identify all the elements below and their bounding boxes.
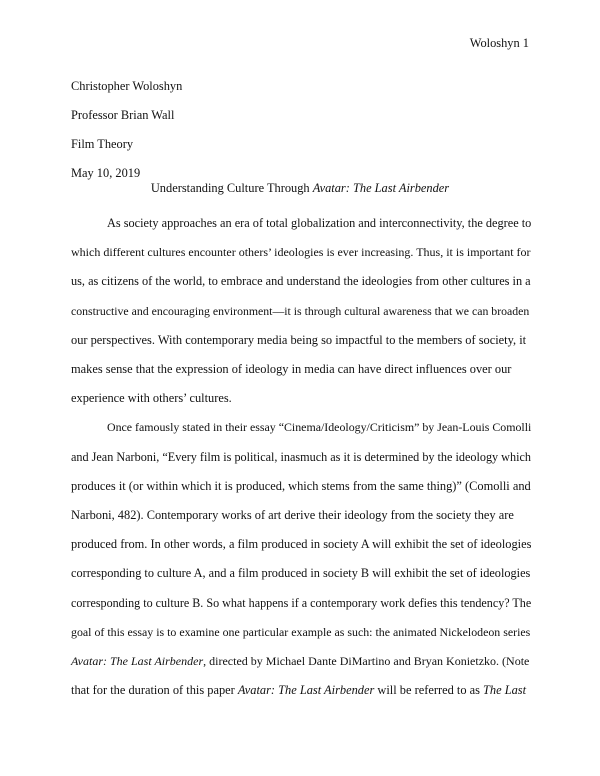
text-line: our perspectives. With contemporary media being so impactful to the members of society, it — [71, 332, 527, 347]
text-line: As society approaches an era of total globalization and interconnectivity, the degree to — [107, 216, 532, 230]
date: May 10, 2019 — [71, 166, 141, 180]
text-fragment: that for the duration of this paper — [71, 683, 238, 698]
paragraph-2 — [71, 413, 531, 705]
text-line: corresponding to culture B. So what happens if a contemporary work defies this tendency? The — [71, 595, 532, 610]
title-italic: Avatar: The Last Airbender — [312, 181, 450, 195]
text-line: and Jean Narboni, “Every film is political, inasmuch as it is determined by the ideology which — [71, 449, 531, 464]
mla-heading — [71, 72, 182, 188]
italic-title-ref: Avatar: The Last Airbender — [237, 683, 375, 698]
essay-title — [71, 181, 529, 196]
text-line: constructive and encouraging environment—it is through cultural awareness that we can broaden — [71, 303, 530, 318]
text-line: experience with others’ cultures. — [71, 391, 232, 406]
text-fragment: will be referred to as — [374, 683, 484, 698]
paragraph-1 — [71, 209, 531, 413]
text-line: Once famously stated in their essay “Cinema/Ideology/Criticism” by Jean-Louis Comolli — [107, 420, 532, 435]
text-line: which different cultures encounter others’ ideologies is ever increasing. Thus, it is important for — [71, 245, 531, 260]
text-line: Narboni, 482). Contemporary works of art derive their ideology from the society they are — [71, 508, 514, 523]
author-name: Christopher Woloshyn — [71, 79, 183, 93]
instructor-name: Professor Brian Wall — [71, 108, 175, 122]
text-line — [71, 676, 531, 705]
title-text: Understanding Culture Through — [150, 181, 313, 195]
text-line — [71, 647, 531, 676]
italic-title-ref: The Last — [483, 683, 527, 698]
text-line: produced from. In other words, a film produced in society A will exhibit the set of ideologies — [71, 537, 532, 552]
course-name: Film Theory — [71, 137, 134, 151]
essay-body — [71, 209, 531, 705]
text-line: corresponding to culture A, and a film produced in society B will exhibit the set of ideologies — [71, 566, 531, 581]
text-line: produces it (or within which it is produced, which stems from the same thing)” (Comolli and — [71, 478, 531, 493]
running-head: Woloshyn 1 — [469, 36, 529, 50]
text-line: us, as citizens of the world, to embrace and understand the ideologies from other cultures in a — [71, 274, 531, 289]
text-line: goal of this essay is to examine one particular example as such: the animated Nickelodeon series — [71, 624, 531, 639]
text-line: makes sense that the expression of ideology in media can have direct influences over our — [71, 362, 512, 377]
italic-title-ref: Avatar: The Last Airbender — [71, 654, 204, 669]
text-fragment: , directed by Michael Dante DiMartino and Bryan Konietzko. (Note — [203, 654, 530, 669]
